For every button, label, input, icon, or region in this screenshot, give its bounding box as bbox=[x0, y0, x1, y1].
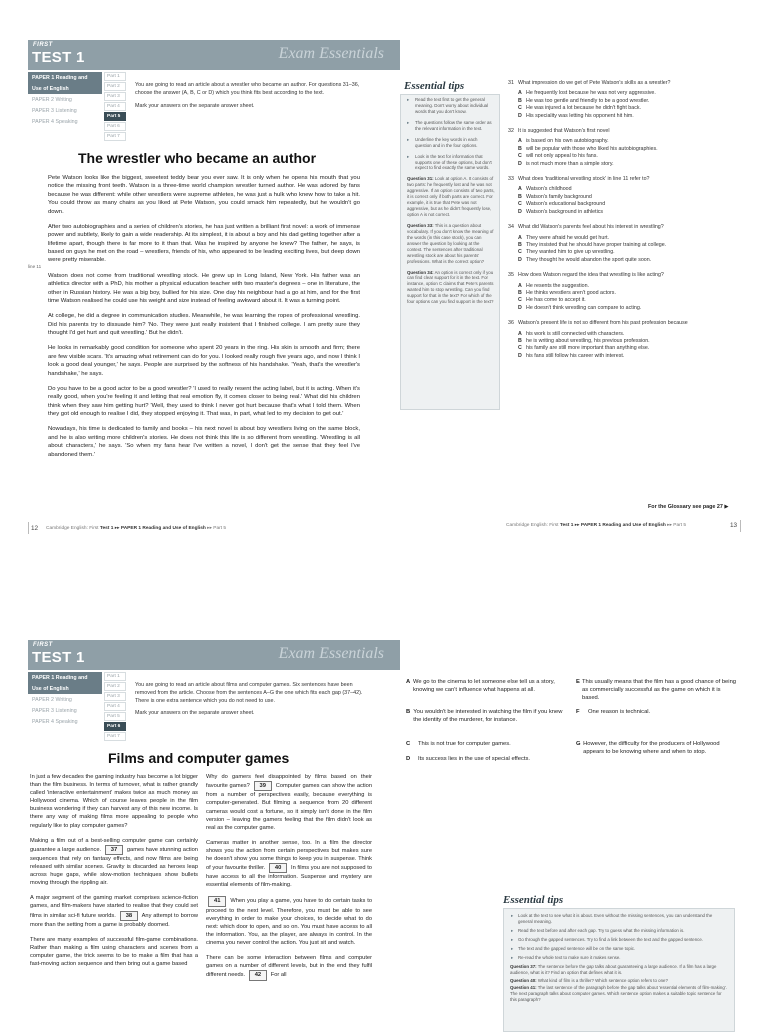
option-letter: C bbox=[518, 297, 522, 304]
instructions bbox=[135, 82, 370, 115]
option-letter: C bbox=[406, 741, 411, 747]
answer-option[interactable] bbox=[508, 242, 740, 249]
answer-option[interactable] bbox=[508, 305, 740, 312]
article-text: When you play a game, you have to do certain tasks to proceed to the next level. Therefore, you must be able to see everything in order to make your choices, to decide what to do next: which door to open, and so on. You must have access to all the information. You, as the player, are always in control. In the cinema you never control the action. You just sit and watch. bbox=[206, 898, 372, 947]
nav-label: PAPER 1 Reading and bbox=[28, 72, 102, 83]
answer-option[interactable] bbox=[508, 353, 740, 360]
article-paragraph bbox=[30, 894, 198, 929]
tips-title: Essential tips bbox=[404, 80, 465, 92]
option-text: They thought he would abandon the sport quite soon. bbox=[526, 256, 652, 263]
question-stem bbox=[508, 80, 740, 87]
option-text: We go to the cinema to let someone else tell us a story, knowing we can't influence what happens at all. bbox=[413, 679, 555, 694]
article-text: Any attempt to borrow more than the setting from a game is probably doomed. bbox=[30, 912, 198, 928]
option-text: will be popular with those who liked his autobiographies. bbox=[526, 145, 658, 152]
tip-question-label: Question 34: bbox=[407, 269, 434, 275]
page-number-left: 12 bbox=[31, 525, 39, 532]
article-text: Making a film out of a best-selling computer game can certainly guarantee a large audience. bbox=[30, 837, 198, 853]
article-paragraph: Do you have to be a good actor to be a good wrestler? 'I used to really resent the acting label, but it is acting. When it's really good, when you're feeling it and letting that real emotion fly, it comes closer to being real.' What did his children think when they saw him getting hurt? 'Well, they used to think I never got hurt because that's what I told them. When they got old enough to realise I did, they stopped enjoying it. That was, in part, what led to my decision to get out.' bbox=[48, 385, 360, 417]
instructions-text: You are going to read an article about a wrestler who became an author. For questions 31–36, choose the answer (A, B, C or D) which you think fits best according to the text. bbox=[135, 82, 360, 96]
option-text: He was injured a lot because he didn't fight back. bbox=[526, 105, 641, 112]
option-letter: A bbox=[518, 138, 522, 145]
option-A bbox=[406, 678, 568, 694]
option-E bbox=[576, 678, 738, 702]
tip-question-text: The last sentence of the paragraph before the gap talks about 'essential elements of film-making'. The next paragraph talks about computer games. Which sentence option makes a suitable topic sentence for this paragraph? bbox=[510, 985, 727, 1003]
page-number-right: 13 bbox=[730, 522, 738, 529]
tip-item: ▸ The text and the gapped sentence will be on the same topic. bbox=[508, 945, 730, 954]
question-36 bbox=[508, 320, 740, 360]
tip-question bbox=[508, 984, 730, 1004]
spread-gap bbox=[0, 560, 768, 600]
option-letter: B bbox=[406, 709, 411, 715]
option-letter: A bbox=[518, 234, 522, 241]
answer-option[interactable] bbox=[508, 186, 740, 193]
tip-item: ▸ Go through the gapped sentences. Try to find a link between the text and the gapped sentence. bbox=[508, 936, 730, 945]
article-paragraph: At college, he did a degree in communication studies. Meanwhile, he was learning the ropes of professional wrestling. Did his parents try to dissuade him? 'No. They were just really insistent that I finished college. I am pretty sure they thought I'd get hurt and quit wrestling.' But he didn't. bbox=[48, 313, 360, 336]
option-letter: C bbox=[518, 153, 522, 160]
option-letter: C bbox=[518, 345, 522, 352]
answer-option[interactable] bbox=[508, 153, 740, 160]
footer-bold: Test 1 ▸▸ PAPER 1 Reading and Use of English bbox=[559, 523, 666, 528]
answer-option[interactable] bbox=[508, 113, 740, 120]
answer-option[interactable] bbox=[508, 90, 740, 97]
article-column-2 bbox=[206, 773, 372, 988]
tip-question-label: Question 40: bbox=[510, 977, 537, 983]
question-text: Watson's present life is not so different from his past profession because bbox=[518, 320, 688, 327]
option-text: he is writing about wrestling, his previous profession. bbox=[526, 337, 650, 344]
part-tab-7[interactable]: Part 7 bbox=[104, 732, 126, 741]
option-letter: D bbox=[518, 304, 522, 311]
option-text: His speciality was letting his opponent hit him. bbox=[526, 112, 634, 119]
part-tab-6[interactable]: Part 6 bbox=[104, 122, 126, 131]
answer-option[interactable] bbox=[508, 161, 740, 168]
option-text: This is not true for computer games. bbox=[418, 741, 511, 747]
question-stem bbox=[508, 176, 740, 183]
option-letter: A bbox=[518, 330, 522, 337]
tips-title: Essential tips bbox=[503, 894, 564, 906]
option-letter: C bbox=[518, 201, 522, 208]
option-text: They were afraid he would get hurt. bbox=[526, 234, 610, 241]
footer-part: ▸▸ Part 5 bbox=[207, 526, 227, 531]
option-text: is not much more than a simple story. bbox=[526, 160, 614, 167]
option-text: He frequently lost because he was not very aggressive. bbox=[526, 90, 656, 97]
option-text: Its success lies in the use of special effects. bbox=[418, 756, 531, 762]
nav-label: PAPER 2 Writing bbox=[32, 696, 72, 703]
page-divider bbox=[740, 520, 741, 532]
part-tab-4[interactable]: Part 4 bbox=[104, 102, 126, 111]
option-G bbox=[576, 740, 738, 756]
nav-label: PAPER 3 Listening bbox=[32, 707, 77, 714]
article-paragraph bbox=[30, 837, 198, 888]
question-number: 31 bbox=[508, 80, 514, 86]
essential-tips-box bbox=[503, 908, 735, 1032]
option-letter: E bbox=[576, 679, 580, 685]
essential-tips-box bbox=[400, 94, 500, 410]
footer-right bbox=[506, 523, 686, 528]
option-letter: D bbox=[518, 352, 522, 359]
option-letter: D bbox=[518, 208, 522, 215]
tip-question-label: Question 33: bbox=[407, 222, 434, 228]
gap-40[interactable]: 40 bbox=[269, 863, 287, 873]
option-text: He was too gentle and friendly to be a good wrestler. bbox=[526, 97, 650, 104]
option-B bbox=[406, 708, 568, 724]
instructions-answer-sheet: Mark your answers on the separate answer sheet. bbox=[135, 710, 255, 717]
option-letter: B bbox=[518, 337, 522, 344]
option-text: This usually means that the film has a good chance of being as commercially successful as the game on which it is based. bbox=[581, 679, 737, 702]
question-stem bbox=[508, 272, 740, 279]
option-text: Watson's educational background bbox=[526, 201, 606, 208]
tip-question-text: The sentence before the gap talks about guaranteeing a large audience. If a film has a large audience, what is it? Find an option that defines what it is. bbox=[510, 963, 717, 975]
gap-39[interactable]: 39 bbox=[254, 781, 272, 791]
option-text: He has come to accept it. bbox=[526, 297, 586, 304]
tip-question-33 bbox=[401, 221, 499, 268]
question-list bbox=[508, 80, 740, 368]
banner-exam-essentials: Exam Essentials bbox=[278, 645, 384, 662]
option-text: They insisted that he should have proper training at college. bbox=[526, 241, 667, 248]
tip-question-text: Look at option A. It consists of two parts: he frequently lost and he was not aggressive. If an option consists of two parts, it is correct only if both parts are correct. For example, it is true that Pete was not aggressive, but as he didn't frequently lose, option A is not correct. bbox=[407, 176, 495, 217]
tip-item: ▸ The questions follow the same order as the relevant information in the text. bbox=[401, 118, 499, 135]
gap-42[interactable]: 42 bbox=[249, 970, 267, 980]
answer-option[interactable] bbox=[508, 290, 740, 297]
tip-question-31 bbox=[401, 174, 499, 221]
answer-option[interactable] bbox=[508, 105, 740, 112]
option-letter: B bbox=[518, 193, 522, 200]
part-tab-3[interactable]: Part 3 bbox=[104, 92, 126, 101]
option-letter: D bbox=[406, 756, 411, 762]
part-tab-2[interactable]: Part 2 bbox=[104, 682, 126, 691]
footer-bold: Test 1 ▸▸ PAPER 1 Reading and Use of English bbox=[99, 526, 206, 531]
option-letter: A bbox=[518, 282, 522, 289]
option-text: his fans still follow his career with interest. bbox=[526, 352, 625, 359]
article-paragraph bbox=[206, 839, 372, 890]
option-text: will not only appeal to his fans. bbox=[526, 153, 598, 160]
part-tab-1[interactable]: Part 1 bbox=[104, 672, 126, 681]
article-paragraph bbox=[206, 954, 372, 980]
answer-option[interactable] bbox=[508, 209, 740, 216]
part-tab-4[interactable]: Part 4 bbox=[104, 702, 126, 711]
question-number: 35 bbox=[508, 272, 514, 279]
question-text: What does 'traditional wrestling stock' in line 11 refer to? bbox=[518, 176, 650, 183]
question-stem bbox=[508, 320, 740, 327]
answer-option[interactable] bbox=[508, 138, 740, 145]
question-text: What impression do we get of Pete Watson's skills as a wrestler? bbox=[518, 80, 671, 86]
exam-banner bbox=[28, 40, 400, 70]
article-text: Why do gamers feel disappointed by films based on their favourite games? bbox=[206, 774, 372, 790]
option-letter: A bbox=[406, 679, 411, 685]
option-text: However, the difficulty for the producers of Hollywood appears to be knowing where and when to stop. bbox=[583, 741, 720, 756]
tip-question-label: Question 41: bbox=[510, 985, 537, 991]
article-text: For all bbox=[270, 972, 287, 979]
instructions-answer-sheet: Mark your answers on the separate answer sheet. bbox=[135, 102, 255, 109]
option-letter: F bbox=[576, 709, 580, 715]
part-tab-2[interactable]: Part 2 bbox=[104, 82, 126, 91]
nav-label: Use of English bbox=[28, 83, 102, 94]
banner-test: TEST 1 bbox=[32, 49, 85, 66]
question-text: What did Watson's parents feel about his interest in wrestling? bbox=[518, 224, 664, 231]
tip-item: ▸ Read the text first to get the general meaning. Don't worry about individual words that you don't know. bbox=[401, 95, 499, 118]
banner-test: TEST 1 bbox=[32, 649, 85, 666]
option-text: They wanted him to give up wrestling. bbox=[526, 249, 615, 256]
answer-option[interactable] bbox=[508, 201, 740, 208]
question-number: 33 bbox=[508, 176, 514, 183]
footer-text: Cambridge English: First bbox=[46, 526, 99, 531]
exam-banner bbox=[28, 640, 400, 670]
instructions-text: You are going to read an article about films and computer games. Six sentences have been removed from the article. Choose from the sentences A–G the one which fits each gap (37–42). There is one extra sentence which you do not need to use. bbox=[135, 682, 363, 704]
option-letter: C bbox=[518, 105, 522, 112]
tip-question-label: Question 31: bbox=[407, 176, 434, 182]
part-tab-7[interactable]: Part 7 bbox=[104, 132, 126, 141]
article-paragraph: Pete Watson looks like the biggest, sweetest teddy bear you ever saw. It is only when he opens his mouth that you notice the missing front teeth. Watson is a three-time world champion wrestler turned author. He was adored by fans because he was different: while other wrestlers were supreme athletes, he was just a hulk who knew how to take a hit. You could throw as many chairs as you liked at Pete Watson, you could smack him repeatedly, but he wouldn't go down. bbox=[48, 175, 360, 215]
tip-question-label: Question 37: bbox=[510, 963, 537, 969]
question-35 bbox=[508, 272, 740, 312]
instructions bbox=[135, 682, 370, 723]
banner-first: FIRST bbox=[33, 42, 53, 48]
option-text: Watson's family background bbox=[526, 193, 592, 200]
option-text: He thinks wrestlers aren't good actors. bbox=[526, 289, 616, 296]
essential-tips-panel-2 bbox=[503, 894, 735, 1032]
tip-question bbox=[508, 977, 730, 985]
article-title: Films and computer games bbox=[108, 750, 290, 766]
option-letter: B bbox=[518, 241, 522, 248]
article-column-1 bbox=[30, 773, 198, 975]
article-text: Cameras matter in another sense, too. In a film the director shows you the action from certain perspectives but makes sure he doesn't show you some things to keep you in suspense. Think of your favourite thriller. bbox=[206, 839, 372, 872]
nav-label: PAPER 3 Listening bbox=[32, 107, 77, 114]
option-text: One reason is technical. bbox=[588, 709, 651, 715]
article-paragraph: Watson does not come from traditional wrestling stock. He grew up in Long Island, New York. His father was an athletics director with a PhD, his mother a physical education teacher with two master's degrees – one in literature, the other in Russian history. He was a big boy, bullied for his size. One day his neighbour had a go at him, and for the first time Watson realised he could use his weight and size instead of feeling awkward about it. It was a turning point. bbox=[48, 272, 360, 304]
option-text: is based on his own autobiography. bbox=[526, 138, 609, 145]
option-letter: A bbox=[518, 186, 522, 193]
nav-label: PAPER 4 Speaking bbox=[32, 718, 78, 725]
article-paragraph: In just a few decades the gaming industry has become a lot bigger than the film business. In terms of turnover, what is rather grandly called 'interactive entertainment' makes twice as much money as Hollywood cinema. Which of course leaves people in the film business wondering if they can harvest any of this new income. Is there any way of making films more appealing to people who regularly like to play computer games? bbox=[30, 774, 198, 829]
answer-option[interactable] bbox=[508, 249, 740, 256]
article-text: games have stunning action sequences that rely on fantasy effects, and now films are being released with similar scenes. Gravity is discarded as heroes leap across huge gaps, while slow-motion techniques show bullets moving through the rippling air. bbox=[30, 846, 198, 887]
tip-question bbox=[508, 963, 730, 977]
option-letter: G bbox=[576, 741, 581, 747]
nav-label: PAPER 4 Speaking bbox=[32, 118, 78, 125]
option-text: his family are still more important than anything else. bbox=[526, 345, 650, 352]
article-text: A major segment of the gaming market comprises science-fiction games, and film-makers have started to realise that they could set films in similar sci-fi future worlds. bbox=[30, 895, 198, 919]
nav-label: PAPER 1 Reading and bbox=[28, 672, 102, 683]
question-32 bbox=[508, 128, 740, 168]
footer-part: ▸▸ Part 5 bbox=[667, 523, 687, 528]
tip-item: ▸ Look at the text to see what it is about. Even without the missing sentences, you can understand the general meaning. bbox=[508, 912, 730, 927]
answer-option[interactable] bbox=[508, 194, 740, 201]
answer-option[interactable] bbox=[508, 297, 740, 304]
part-list bbox=[104, 72, 126, 142]
question-text: How does Watson regard the idea that wrestling is like acting? bbox=[518, 272, 664, 279]
line-marker: line 11 bbox=[28, 264, 42, 269]
nav-label: PAPER 2 Writing bbox=[32, 96, 72, 103]
gap-37[interactable]: 37 bbox=[105, 845, 123, 855]
gap-38[interactable]: 38 bbox=[120, 911, 138, 921]
tip-question-text: This is a question about vocabulary. If you don't know the meaning of the words (in this case stock), you can answer the question by looking at the context. The sentences after traditional wrestling stock are about his parents' professions. What is the correct option? bbox=[407, 222, 494, 264]
article-body bbox=[48, 174, 360, 466]
option-text: Watson's childhood bbox=[526, 186, 572, 193]
option-text: He resents the suggestion. bbox=[526, 282, 590, 289]
article-paragraph bbox=[206, 896, 372, 947]
article-paragraph: He looks in remarkably good condition for someone who spent 20 years in the ring. His skin is smooth and firm; there are few visible scars. 'It's amazing what retirement can do for you. I looked really rough five years ago, and now I think I look a good deal younger,' he says. People are surprised by the softness of his handshake. 'Yeah, that's the wrestler's handshake,' he says. bbox=[48, 345, 360, 377]
option-D bbox=[406, 755, 568, 763]
question-number: 34 bbox=[508, 224, 514, 231]
tip-item: ▸ Look in the text for information that supports one of these options, but don't expect to find exactly the same words. bbox=[401, 152, 499, 175]
tip-item: ▸ Re-read the whole text to make sure it makes sense. bbox=[508, 954, 730, 963]
article-paragraph: After two autobiographies and a series of children's stories, he has just written a brilliant first novel: a work of immense power and subtlety, likely to gain a wide readership. At its simplest, it is about a boy and his dad getting together after a lifetime apart, though there is far more to it than that. Was he inspired by anyone he knew? The father, he says, is based on guys he met on the road – wrestlers, friends of his, who appeared to be leading exciting lives, but deep down were pretty miserable. bbox=[48, 223, 360, 264]
answer-option[interactable] bbox=[508, 257, 740, 264]
glossary-link[interactable]: For the Glossary see page 27 ▶ bbox=[648, 504, 729, 510]
question-text: It is suggested that Watson's first novel bbox=[518, 128, 610, 135]
part-tab-6[interactable]: Part 6 bbox=[104, 722, 126, 731]
answer-option[interactable] bbox=[508, 146, 740, 153]
answer-option[interactable] bbox=[508, 331, 740, 338]
banner-exam-essentials: Exam Essentials bbox=[278, 45, 384, 62]
option-letter: D bbox=[518, 112, 522, 119]
option-letter: D bbox=[518, 256, 522, 263]
article-paragraph: There are many examples of successful film-game combinations. Rather than making a film using characters and scenes from a computer game, the trick seems to be to make a film that has a fast-moving action sequence and then bring out a game based bbox=[30, 936, 198, 968]
part-list bbox=[104, 672, 126, 742]
answer-option[interactable] bbox=[508, 98, 740, 105]
article-paragraph: Nowadays, his time is dedicated to family and books – his next novel is about boy wrestlers living on the same block, and he is also writing more children's stories. He does not think this life is so different from wrestling. 'Wrestling is all about characters,' he says. 'So when my fans hear I've written a novel, I don't get the sense that they feel I've abandoned them.' bbox=[48, 426, 360, 458]
article-title: The wrestler who became an author bbox=[78, 150, 317, 166]
tip-question-34 bbox=[401, 268, 499, 309]
question-31 bbox=[508, 80, 740, 120]
part-tab-3[interactable]: Part 3 bbox=[104, 692, 126, 701]
answer-option[interactable] bbox=[508, 345, 740, 352]
tip-question-text: An option is correct only if you can find clear support for it in the text. For instance, option C claims that Pete's parents wanted him to stop wrestling. Can you find support for that in the text? For which of the four options can you find support in the text? bbox=[407, 269, 494, 305]
option-text: his work is still connected with characters. bbox=[526, 330, 625, 337]
nav-label: Use of English bbox=[28, 683, 102, 694]
article-paragraph bbox=[206, 773, 372, 832]
essential-tips-header bbox=[400, 78, 500, 94]
article-text: There can be some interaction between films and computer games on a number of different levels, but in the end they fulfil different needs. bbox=[206, 955, 372, 979]
option-letter: B bbox=[518, 289, 522, 296]
tip-question-text: What kind of film is a thriller? Which sentence option refers to one? bbox=[537, 977, 668, 983]
question-stem bbox=[508, 128, 740, 135]
tip-item: ▸ Read the text before and after each gap. Try to guess what the missing information is. bbox=[508, 927, 730, 936]
answer-option[interactable] bbox=[508, 235, 740, 242]
question-33 bbox=[508, 176, 740, 216]
footer-left bbox=[46, 526, 226, 531]
question-number: 36 bbox=[508, 320, 514, 327]
option-text: You wouldn't be interested in watching the film if you knew the identity of the murderer, for instance. bbox=[413, 709, 563, 724]
option-text: He doesn't think wrestling can compare to acting. bbox=[526, 304, 642, 311]
page-divider bbox=[28, 522, 29, 534]
article-text: Computer games can show the action from a number of perspectives easily, because everything is computer-generated. But filming a sequence from 20 different cameras would cost a fortune, so it simply isn't done in the film version – leaving the gamers feeling that the film didn't look as real as the computer game. bbox=[206, 783, 372, 831]
footer-text: Cambridge English: First bbox=[506, 523, 559, 528]
option-letter: A bbox=[518, 90, 522, 97]
gap-41[interactable]: 41 bbox=[208, 896, 226, 906]
article-text: In films you are not supposed to have access to all the information. Suspense and mystery are essential elements of film-making. bbox=[206, 865, 372, 889]
answer-option[interactable] bbox=[508, 338, 740, 345]
part-tab-5[interactable]: Part 5 bbox=[104, 112, 126, 121]
banner-first: FIRST bbox=[33, 642, 53, 648]
option-text: Watson's background in athletics bbox=[526, 208, 604, 215]
option-letter: B bbox=[518, 145, 522, 152]
part-tab-1[interactable]: Part 1 bbox=[104, 72, 126, 81]
option-letter: D bbox=[518, 160, 522, 167]
answer-option[interactable] bbox=[508, 283, 740, 290]
part-tab-5[interactable]: Part 5 bbox=[104, 712, 126, 721]
question-number: 32 bbox=[508, 128, 514, 135]
option-C bbox=[406, 740, 568, 748]
question-stem bbox=[508, 224, 740, 231]
option-letter: B bbox=[518, 97, 522, 104]
option-letter: C bbox=[518, 249, 522, 256]
option-F bbox=[576, 708, 738, 716]
question-34 bbox=[508, 224, 740, 264]
tip-item: ▸ Underline the key words in each question and in the four options. bbox=[401, 135, 499, 152]
